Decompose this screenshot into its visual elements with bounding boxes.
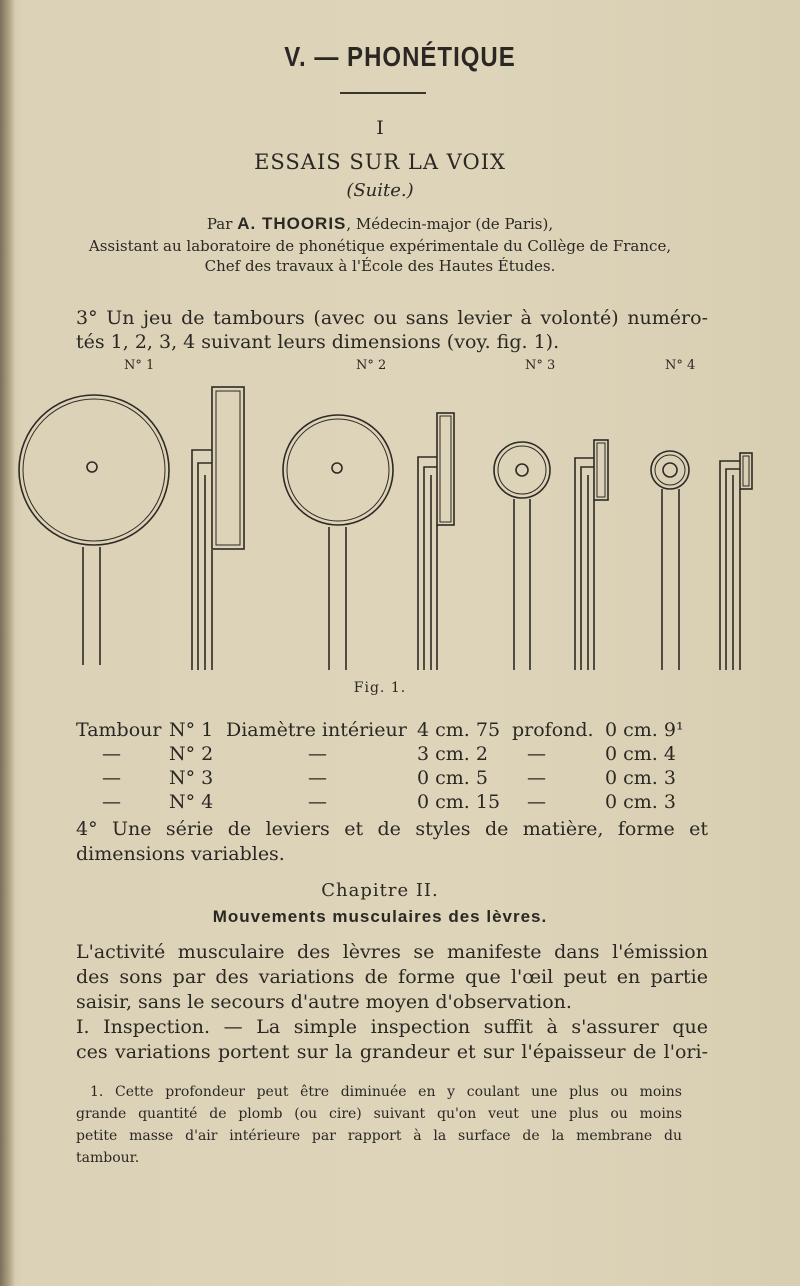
section-number: I [376, 117, 384, 139]
article-title: ESSAIS SUR LA VOIX [254, 150, 506, 174]
row-depth-label: — [527, 767, 546, 789]
tambour-figure [0, 375, 800, 675]
paragraph1-line-3: saisir, sans le secours d'autre moyen d'observation. [76, 991, 572, 1013]
row-number: N° 4 [169, 791, 214, 813]
item4-line-1: 4° Une série de leviers et de styles de matière, forme et [76, 818, 708, 840]
chapter-label: Chapitre II. [321, 880, 439, 901]
footnote-line-3: petite masse d'air intérieure par rapport à la surface de la membrane du [76, 1128, 682, 1144]
intro-line-1: 3° Un jeu de tambours (avec ou sans levier à volonté) numéro- [76, 307, 708, 329]
row-number: N° 3 [169, 767, 214, 789]
row-diameter: 4 cm. 75 [417, 719, 501, 741]
tambour-3-drawing [494, 440, 608, 670]
table-row [0, 767, 800, 791]
heading-rule [340, 92, 426, 94]
paragraph1-line-2: des sons par des variations de forme que l'œil peut en partie [76, 966, 708, 988]
paragraph2-line-2: ces variations portent sur la grandeur et sur l'épaisseur de l'ori- [76, 1041, 708, 1063]
row-dimension: — [308, 743, 327, 765]
row-depth: 0 cm. 9¹ [605, 719, 684, 741]
article-subtitle: (Suite.) [346, 180, 414, 201]
row-diameter: 0 cm. 5 [417, 767, 488, 789]
row-depth-label: profond. [512, 719, 594, 741]
figure-label-2: N° 2 [356, 358, 387, 373]
row-name: — [102, 743, 121, 765]
figure-label-4: N° 4 [665, 358, 696, 373]
row-dimension: — [308, 767, 327, 789]
footnote-line-2: grande quantité de plomb (ou cire) suivant qu'on veut une plus ou moins [76, 1106, 682, 1122]
row-depth: 0 cm. 3 [605, 767, 676, 789]
row-diameter: 0 cm. 15 [417, 791, 501, 813]
figure-label-1: N° 1 [124, 358, 155, 373]
row-diameter: 3 cm. 2 [417, 743, 488, 765]
tambour-2-drawing [283, 413, 454, 670]
part-heading: V. — PHONÉTIQUE [284, 41, 516, 73]
figure-caption: Fig. 1. [353, 680, 407, 696]
chapter-title: Mouvements musculaires des lèvres. [212, 907, 548, 926]
row-dimension: — [308, 791, 327, 813]
author-line [0, 214, 760, 234]
row-dimension: Diamètre intérieur [226, 719, 407, 741]
paragraph2-line-1: I. Inspection. — La simple inspection suffit à s'assurer que [76, 1016, 708, 1038]
footnote-line-1: 1. Cette profondeur peut être diminuée en y coulant une plus ou moins [90, 1084, 682, 1100]
row-number: N° 2 [169, 743, 214, 765]
author-suffix: , Médecin-major (de Paris), [346, 215, 554, 233]
row-name: — [102, 767, 121, 789]
affiliation-line-2: Chef des travaux à l'École des Hautes Études. [204, 257, 556, 275]
figure-label-3: N° 3 [525, 358, 556, 373]
item4-line-2: dimensions variables. [76, 843, 285, 865]
paragraph1-line-1: L'activité musculaire des lèvres se manifeste dans l'émission [76, 941, 708, 963]
author-name: A. THOORIS [237, 214, 347, 233]
tambour-1-drawing [19, 387, 244, 670]
row-depth: 0 cm. 4 [605, 743, 676, 765]
row-depth-label: — [527, 791, 546, 813]
author-prefix: Par [206, 215, 233, 233]
row-name: — [102, 791, 121, 813]
footnote-line-4: tambour. [76, 1150, 140, 1166]
intro-line-2: tés 1, 2, 3, 4 suivant leurs dimensions (voy. fig. 1). [76, 331, 560, 353]
table-row [0, 791, 800, 815]
row-depth-label: — [527, 743, 546, 765]
row-depth: 0 cm. 3 [605, 791, 676, 813]
tambour-4-drawing [651, 451, 752, 670]
table-row [0, 743, 800, 767]
row-name: Tambour [76, 719, 162, 741]
table-row [0, 719, 800, 743]
row-number: N° 1 [169, 719, 214, 741]
affiliation-line-1: Assistant au laboratoire de phonétique expérimentale du Collège de France, [88, 237, 672, 255]
